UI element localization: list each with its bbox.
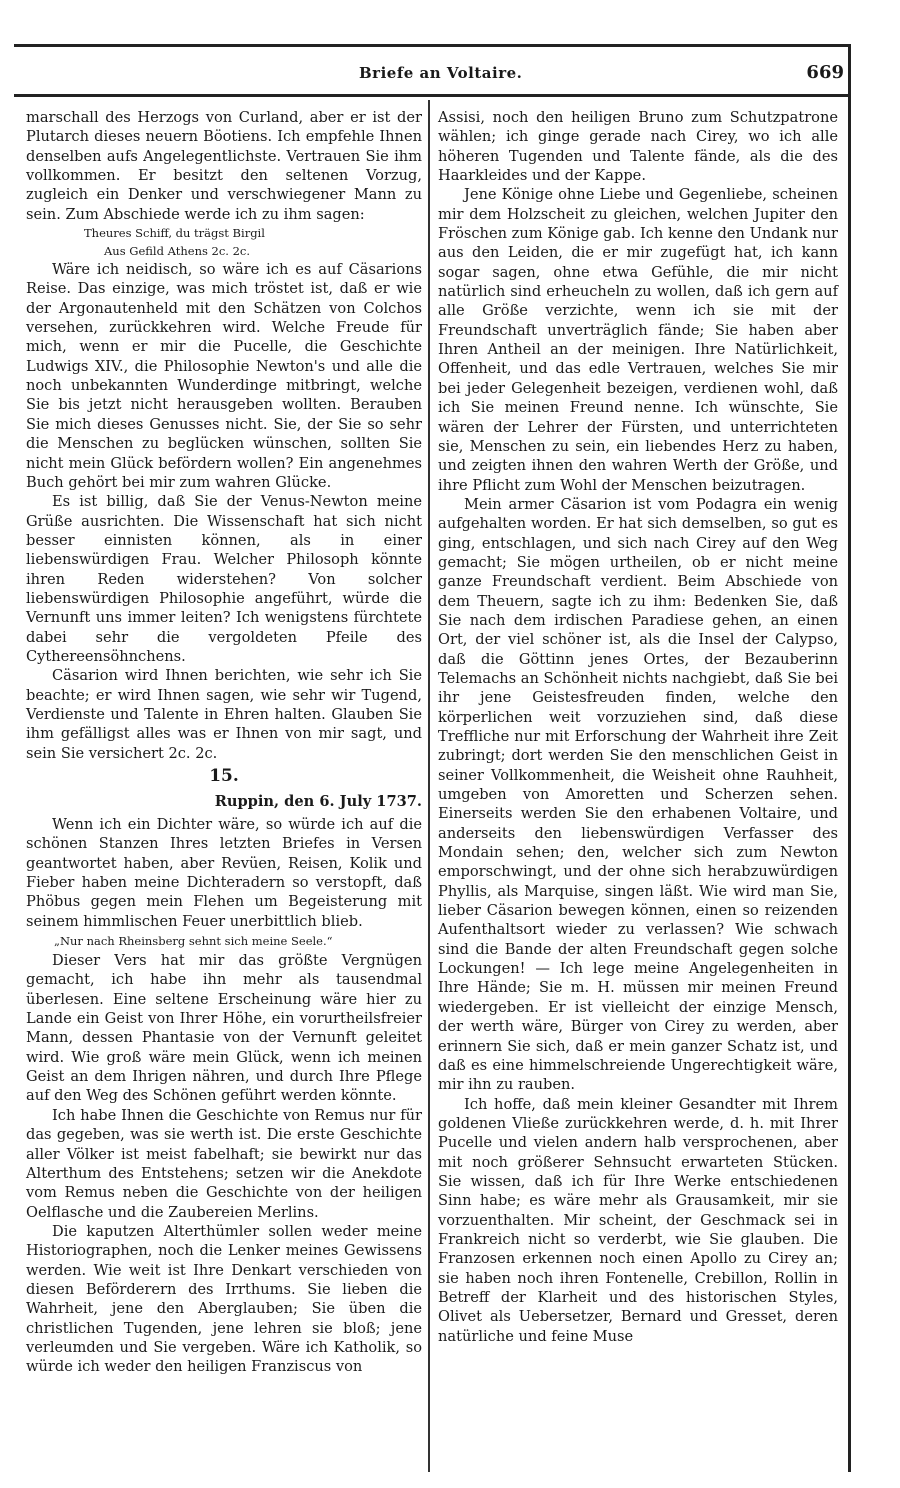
paragraph: Jene Könige ohne Liebe und Gegenliebe, scheinen mir dem Holzscheit zu gleichen, welchen Jupiter den Fröschen zum Könige gab. Ich kenne den Undank nur aus den Leiden, die er mir zugefügt hat, ich kann sogar sagen, ohne etwa Gefühle, die mir nicht natürlich sind erheucheln zu wollen, daß ich gern auf alle Größe verzichte, wenn ich sie mit der Freundschaft unverträglich fände; Sie haben aber Ihren Antheil an der meinigen. Ihre Natürlichkeit, Offenheit, und das edle Vertrauen, welches Sie mir bei jeder Gelegenheit bezeigen, verdienen wohl, daß ich Sie meinen Freund nenne. Ich wünschte, Sie wären der Lehrer der Fürsten, und unterrichteten sie, Menschen zu sein, ein liebendes Herz zu haben, und zeigten ihnen den wahren Werth der Größe, und ihre Pflicht zum Wohl der Menschen beizutragen. (438, 186, 838, 494)
paragraph: Dieser Vers hat mir das größte Vergnügen gemacht, ich habe ihn mehr als tausendmal überlesen. Eine seltene Erscheinung wäre hier zu Lande ein Geist von Ihrer Höhe, ein vorurtheilsfreier Mann, dessen Phantasie von der Vernunft geleitet wird. Wie groß wäre mein Glück, wenn ich meinen Geist an dem Ihrigen nähren, und durch Ihre Pflege auf den Weg des Schönen geführt werden könnte. (26, 952, 422, 1105)
paragraph: Cäsarion wird Ihnen berichten, wie sehr ich Sie beachte; er wird Ihnen sagen, wie sehr wir Tugend, Verdienste und Talente in Ehren halten. Glauben Sie ihm gefälligst alles was er Ihnen von mir sagt, und sein Sie versichert 2c. 2c. (26, 667, 422, 762)
page-frame-right (848, 44, 851, 1472)
running-title: Briefe an Voltaire. (359, 64, 523, 82)
page-header (14, 58, 850, 92)
letter-dateline: Ruppin, den 6. July 1737. (214, 793, 422, 810)
left-column (26, 108, 422, 1377)
paragraph: marschall des Herzogs von Curland, aber er ist der Plutarch dieses neuern Böotiens. Ich empfehle Ihnen denselben aufs Angelegentlichste. Vertrauen Sie ihm vollkommen. Er besitzt den seltenen Vorzug, zugleich ein Denker und verschwiegener Mann zu sein. Zum Abschiede werde ich zu ihm sagen: (26, 109, 422, 223)
paragraph: Ich habe Ihnen die Geschichte von Remus nur für das gegeben, was sie werth ist. Die erste Geschichte aller Völker ist meist fabelhaft; sie bewirkt nur das Alterthum des Entstehens; setzen wir die Anekdote vom Remus neben die Geschichte von der heiligen Oelflasche und die Zaubereien Merlins. (26, 1106, 422, 1221)
verse-line: Aus Gefild Athens 2c. 2c. (104, 244, 251, 259)
letter-number: 15. (209, 766, 239, 786)
paragraph: Assisi, noch den heiligen Bruno zum Schutzpatrone wählen; ich ginge gerade nach Cirey, wo ich alle höheren Tugenden und Talente fände, als die des Haarkleides und der Kappe. (438, 109, 838, 185)
paragraph: Wenn ich ein Dichter wäre, so würde ich auf die schönen Stanzen Ihres letzten Briefes in Versen geantwortet haben, aber Revüen, Reisen, Kolik und Fieber haben meine Dichteradern so verstopft, daß Phöbus gegen mein Flehen um Begeisterung mit seinem himmlischen Feuer unerbittlich blieb. (26, 816, 422, 930)
page-number: 669 (806, 62, 844, 83)
column-divider (428, 100, 430, 1472)
paragraph: Ich hoffe, daß mein kleiner Gesandter mit Ihrem goldenen Vließe zurückkehren werde, d. h. mit Ihrer Pucelle und vielen andern halb versprochenen, aber mit noch größerer Sehnsucht erwarteten Stücken. Sie wissen, daß ich für Ihre Werke entschiedenen Sinn habe; es wäre mehr als Grausamkeit, mir sie vorzuenthalten. Mir scheint, der Geschmack sei in Frankreich nicht so verderbt, wie Sie glauben. Die Franzosen erkennen noch einen Apollo zu Cirey an; sie haben noch ihren Fontenelle, Crebillon, Rollin in Betreff der Klarheit und des historischen Styles, Olivet als Uebersetzer, Bernard und Gresset, deren natürliche und feine Muse (438, 1095, 838, 1345)
page-frame-top (14, 44, 850, 47)
paragraph: Die kaputzen Alterthümler sollen weder meine Historiographen, noch die Lenker meines Gewissens werden. Wie weit ist Ihre Denkart verschieden von diesen Beförderern des Irrthums. Sie lieben die Wahrheit, jene den Aberglauben; Sie üben die christlichen Tugenden, jene lehren sie bloß; jene verleumden und Sie vergeben. Wäre ich Katholik, so würde ich weder den heiligen Franziscus von (26, 1222, 422, 1376)
quoted-verse: „Nur nach Rheinsberg sehnt sich meine Seele.“ (54, 934, 333, 949)
right-column (438, 108, 838, 1346)
paragraph: Mein armer Cäsarion ist vom Podagra ein wenig aufgehalten worden. Er hat sich demselben, so gut es ging, entschlagen, und sich nach Cirey auf den Weg gemacht; Sie mögen urtheilen, ob er nicht meine ganze Freundschaft verdient. Beim Abschiede von dem Theuern, sagte ich zu ihm: Bedenken Sie, daß Sie nach dem irdischen Paradiese gehen, an einen Ort, der viel schöner ist, als die Insel der Calypso, daß die Göttinn jenes Ortes, der Bezauberinn Telemachs an Schönheit nichts nachgiebt, daß Sie bei ihr jene Geistesfreuden finden, welche den körperlichen weit vorzuziehen sind, daß diese Treffliche nur mit Erforschung der Wahrheit ihre Zeit zubringt; dort werden Sie den menschlichen Geist in seiner Vollkommenheit, die Weisheit ohne Rauhheit, umgeben von Amoretten und Scherzen sehen. Einerseits werden Sie den erhabenen Voltaire, und anderseits den liebenswürdigen Verfasser des Mondain sehen; den, welcher sich zum Newton emporschwingt, und der ohne sich herabzuwürdigen Phyllis, als Marquise, singen läßt. Wie wird man Sie, lieber Cäsarion bewegen können, einen so reizenden Aufenthaltsort wieder zu verlassen? Wie schwach sind die Bande der alten Freundschaft gegen solche Lockungen! — Ich lege meine Angelegenheiten in Ihre Hände; Sie m. H. müssen mir meinen Freund wiedergeben. Er ist vielleicht der einzige Mensch, der werth wäre, Bürger von Cirey zu werden, aber erinnern Sie sich, daß er mein ganzer Schatz ist, und daß es eine himmelschreiende Ungerechtigkeit wäre, mir ihn zu rauben. (438, 495, 838, 1094)
paragraph: Es ist billig, daß Sie der Venus-Newton meine Grüße ausrichten. Die Wissenschaft hat sich nicht besser einnisten können, als in einer liebenswürdigen Frau. Welcher Philosoph könnte ihren Reden widerstehen? Von solcher liebenswürdigen Philosophie angeführt, würde die Vernunft uns immer leiten? Ich wenigstens fürchtete dabei sehr die vergoldeten Pfeile des Cythereensöhnchens. (26, 493, 422, 665)
verse-line: Theures Schiff, du trägst Birgil (84, 226, 265, 241)
paragraph: Wäre ich neidisch, so wäre ich es auf Cäsarions Reise. Das einzige, was mich tröstet ist, daß er wie der Argonautenheld mit den Schätzen von Colchos versehen, zurückkehren wird. Welche Freude für mich, wenn er mir die Pucelle, die Geschichte Ludwigs XIV., die Philosophie Newton's und alle die noch unbekannten Wunderdinge mitbringt, welche Sie bis jetzt nicht herausgeben wollten. Berauben Sie mich dieses Genusses nicht. Sie, der Sie so sehr die Menschen zu beglücken wünschen, sollten Sie nicht mein Glück befördern wollen? Ein angenehmes Buch gehört bei mir zum wahren Glücke. (26, 261, 422, 491)
header-rule (14, 94, 850, 97)
